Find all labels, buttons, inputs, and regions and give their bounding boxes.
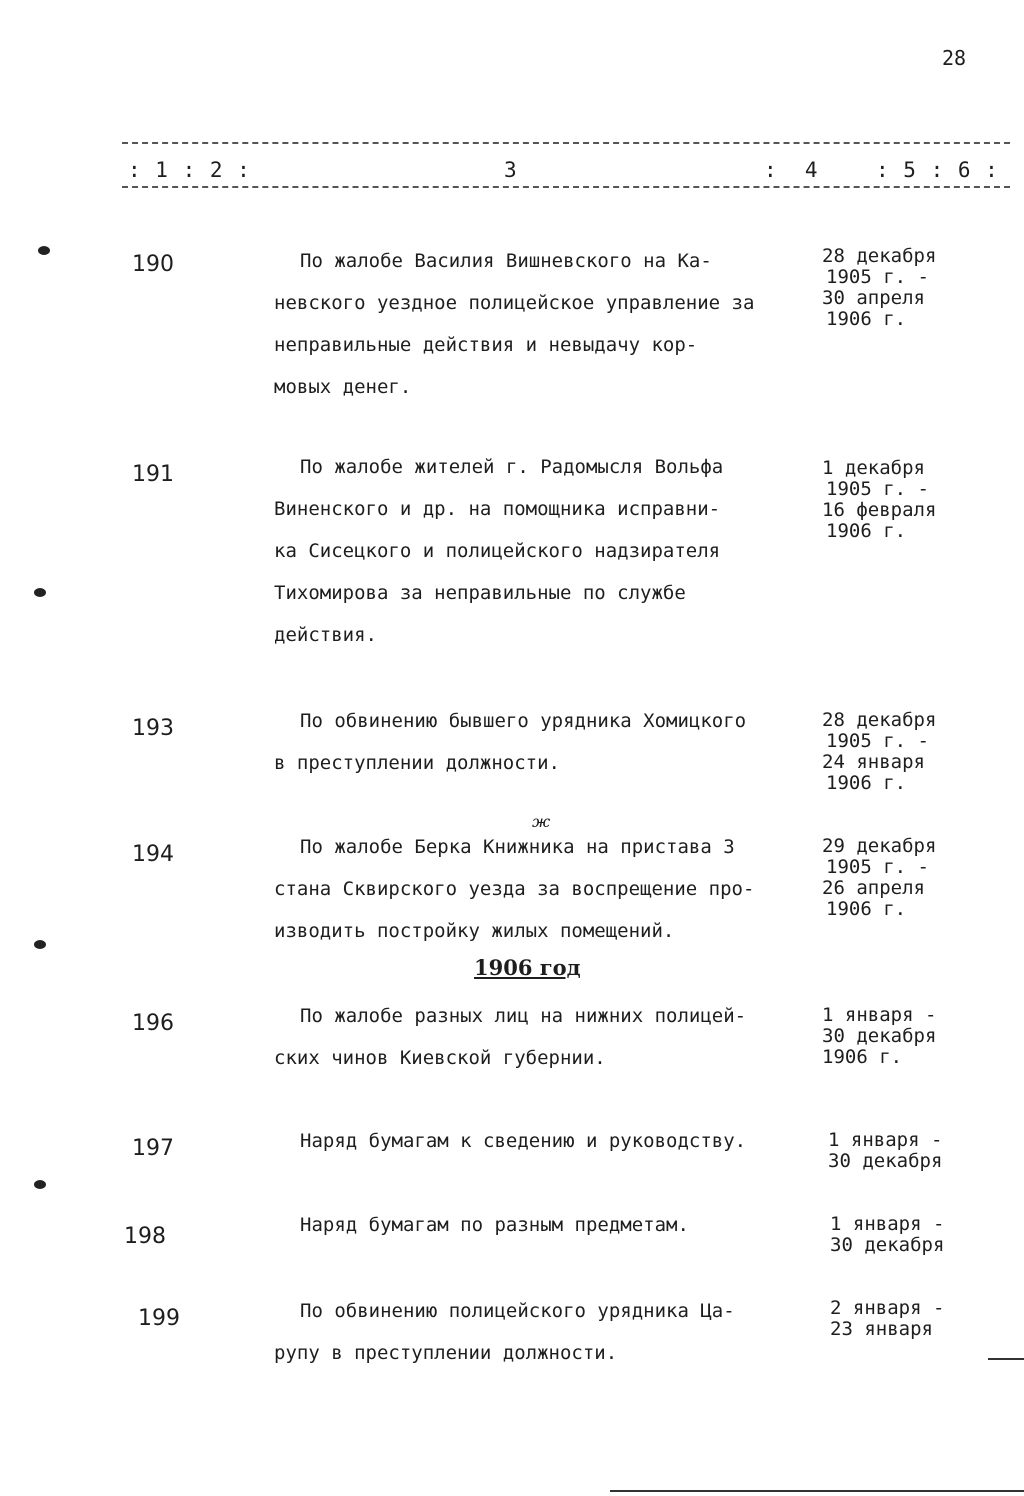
date-line: 28 декабря <box>822 709 937 731</box>
entry-line: изводить постройку жилых помещений. <box>274 920 675 942</box>
date-line: 1 января - <box>822 1004 937 1026</box>
entry-description <box>274 700 814 784</box>
entry-number: 198 <box>124 1224 166 1249</box>
entry-line: невского уездное полицейское управление за <box>274 292 755 314</box>
margin-mark <box>34 1180 46 1189</box>
entry-line: стана Сквирского уезда за воспрещение про- <box>274 878 755 900</box>
page-edge-stub <box>610 1490 1024 1492</box>
date-line: 1905 г. - <box>826 478 929 500</box>
entry-line: неправильные действия и невыдачу кор- <box>274 334 698 356</box>
year-heading: 1906 год <box>474 955 581 980</box>
entry-line: По обвинению бывшего урядника Хомицкого <box>300 710 747 732</box>
header-rule-bottom <box>122 186 1010 188</box>
date-line: 1906 г. <box>822 1046 903 1068</box>
entry-description <box>274 1204 814 1246</box>
entry-description <box>274 1290 814 1374</box>
entry-line: Виненского и др. на помощника исправни- <box>274 498 721 520</box>
entry-dates <box>830 1298 944 1340</box>
entry-number: 199 <box>138 1306 180 1331</box>
date-line: 1905 г. - <box>826 266 929 288</box>
entry-line: рупу в преступлении должности. <box>274 1342 618 1364</box>
column-header-1-2: : 1 : 2 : <box>128 158 251 182</box>
entry-number: 193 <box>132 716 174 741</box>
entry-number: 194 <box>132 842 174 867</box>
entry-dates <box>822 1005 936 1068</box>
date-line: 1906 г. <box>826 898 907 920</box>
entry-line: Наряд бумагам по разным предметам. <box>300 1214 689 1236</box>
date-line: 30 декабря <box>822 1025 937 1047</box>
entry-number: 191 <box>132 462 174 487</box>
entry-description <box>274 995 814 1079</box>
entry-line: в преступлении должности. <box>274 752 560 774</box>
entry-description <box>274 446 814 656</box>
entry-description <box>274 240 814 408</box>
entry-line: ка Сисецкого и полицейского надзирателя <box>274 540 721 562</box>
page-edge-stub <box>988 1358 1024 1360</box>
entry-line: По жалобе жителей г. Радомысля Вольфа <box>300 456 724 478</box>
date-line: 29 декабря <box>822 835 937 857</box>
entry-description <box>274 1120 814 1162</box>
entry-line: Тихомирова за неправильные по службе <box>274 582 686 604</box>
date-line: 23 января <box>830 1318 933 1340</box>
header-rule-top <box>122 142 1010 144</box>
entry-dates <box>830 1214 944 1256</box>
entry-description <box>274 826 814 952</box>
date-line: 30 декабря <box>830 1234 945 1256</box>
date-line: 1906 г. <box>826 520 907 542</box>
date-line: 1 января - <box>830 1213 945 1235</box>
margin-mark <box>38 246 50 255</box>
date-line: 1 декабря <box>822 457 925 479</box>
entry-dates <box>828 1130 942 1172</box>
date-line: 24 января <box>822 751 925 773</box>
date-line: 2 января - <box>830 1297 945 1319</box>
entry-line: мовых денег. <box>274 376 412 398</box>
date-line: 1906 г. <box>826 308 907 330</box>
margin-mark <box>34 940 46 949</box>
date-line: 1906 г. <box>826 772 907 794</box>
column-header-3: 3 <box>504 158 518 182</box>
column-header-5-6: : 5 : 6 : <box>876 158 999 182</box>
entry-line: По обвинению полицейского урядника Ца- <box>300 1300 735 1322</box>
page-number: 28 <box>942 46 967 70</box>
date-line: 26 апреля <box>822 877 925 899</box>
date-line: 30 апреля <box>822 287 925 309</box>
entry-line: ских чинов Киевской губернии. <box>274 1047 606 1069</box>
date-line: 16 февраля <box>822 499 937 521</box>
date-line: 30 декабря <box>828 1150 943 1172</box>
date-line: 1905 г. - <box>826 730 929 752</box>
entry-line: Наряд бумагам к сведению и руководству. <box>300 1130 747 1152</box>
entry-line: действия. <box>274 624 377 646</box>
entry-dates <box>822 246 936 330</box>
entry-number: 196 <box>132 1011 174 1036</box>
column-header-4: : 4 <box>764 158 819 182</box>
date-line: 1905 г. - <box>826 856 929 878</box>
entry-dates <box>822 710 936 794</box>
entry-dates <box>822 458 936 542</box>
handwritten-insert: ж <box>532 812 551 831</box>
date-line: 1 января - <box>828 1129 943 1151</box>
date-line: 28 декабря <box>822 245 937 267</box>
entry-number: 190 <box>132 252 174 277</box>
entry-line: По жалобе разных лиц на нижних полицей- <box>300 1005 747 1027</box>
entry-number: 197 <box>132 1136 174 1161</box>
margin-mark <box>34 588 46 597</box>
entry-line: По жалобе Василия Вишневского на Ка- <box>300 250 712 272</box>
entry-dates <box>822 836 936 920</box>
entry-line: По жалобе Берка Книжника на пристава 3 <box>300 836 735 858</box>
